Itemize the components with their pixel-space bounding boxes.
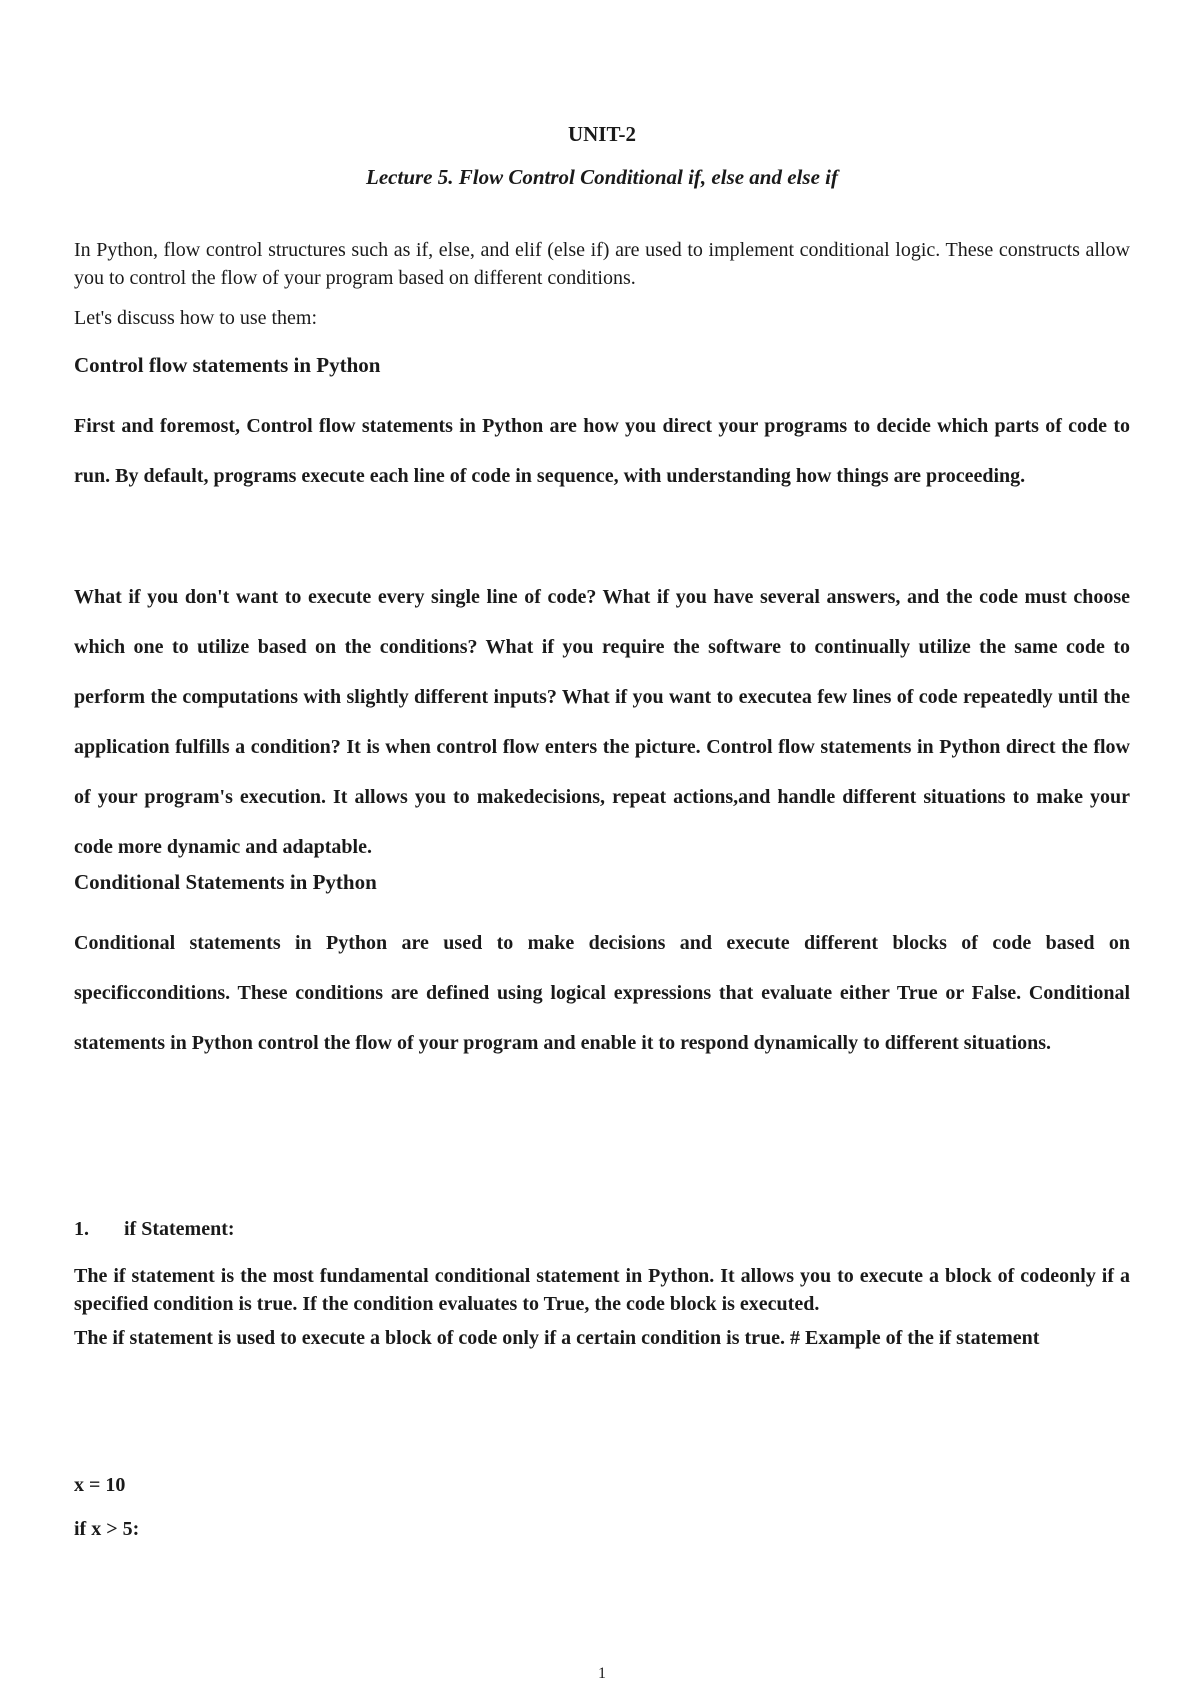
code-line-1: x = 10 xyxy=(74,1474,126,1496)
if-statement-paragraph-2: The if statement is used to execute a block of code only if a certain condition is true. # Example of the if statement xyxy=(74,1327,1040,1349)
page-number: 1 xyxy=(598,1665,606,1682)
control-flow-paragraph-1: First and foremost, Control flow statements in Python are how you direct your programs to decide which parts of code to run. By default, programs execute each line of code in sequence, with understanding how things are proceeding. xyxy=(74,415,1130,487)
control-flow-heading: Control flow statements in Python xyxy=(74,353,381,377)
unit-title: UNIT-2 xyxy=(567,122,637,146)
control-flow-paragraph-2: What if you don't want to execute every single line of code? What if you have several answers, and the code must choose which one to utilize based on the conditions? What if you require the software to continually utilize the same code to perform the computations with slightly different inputs? What if you want to executea few lines of code repeatedly until the application fulfills a condition? It is when control flow enters the picture. Control flow statements in Python direct the flow of your program's execution. It allows you to makedecisions, repeat actions,and handle different situations to make your code more dynamic and adaptable. xyxy=(74,586,1130,858)
conditional-statements-heading: Conditional Statements in Python xyxy=(74,870,377,894)
if-statement-number: 1. xyxy=(74,1218,89,1240)
intro-discuss-line: Let's discuss how to use them: xyxy=(74,307,318,329)
code-line-2: if x > 5: xyxy=(74,1518,140,1540)
intro-paragraph: In Python, flow control structures such as if, else, and elif (else if) are used to implement conditional logic. These constructs allow you to control the flow of your program based on different conditions. xyxy=(74,239,1130,289)
conditional-statements-paragraph: Conditional statements in Python are used to make decisions and execute different blocks of code based on specificconditions. These conditions are defined using logical expressions that evaluate either True or False. Conditional statements in Python control the flow of your program and enable it to respond dynamically to different situations. xyxy=(74,932,1130,1054)
if-statement-paragraph-1: The if statement is the most fundamental conditional statement in Python. It allows you to execute a block of codeonly if a specified condition is true. If the condition evaluates to True, the code block is executed. xyxy=(74,1265,1130,1315)
document-page xyxy=(74,0,1130,1696)
if-statement-title: if Statement: xyxy=(124,1218,235,1240)
lecture-title: Lecture 5. Flow Control Conditional if, else and else if xyxy=(366,165,838,189)
if-statement-heading xyxy=(74,1218,235,1241)
